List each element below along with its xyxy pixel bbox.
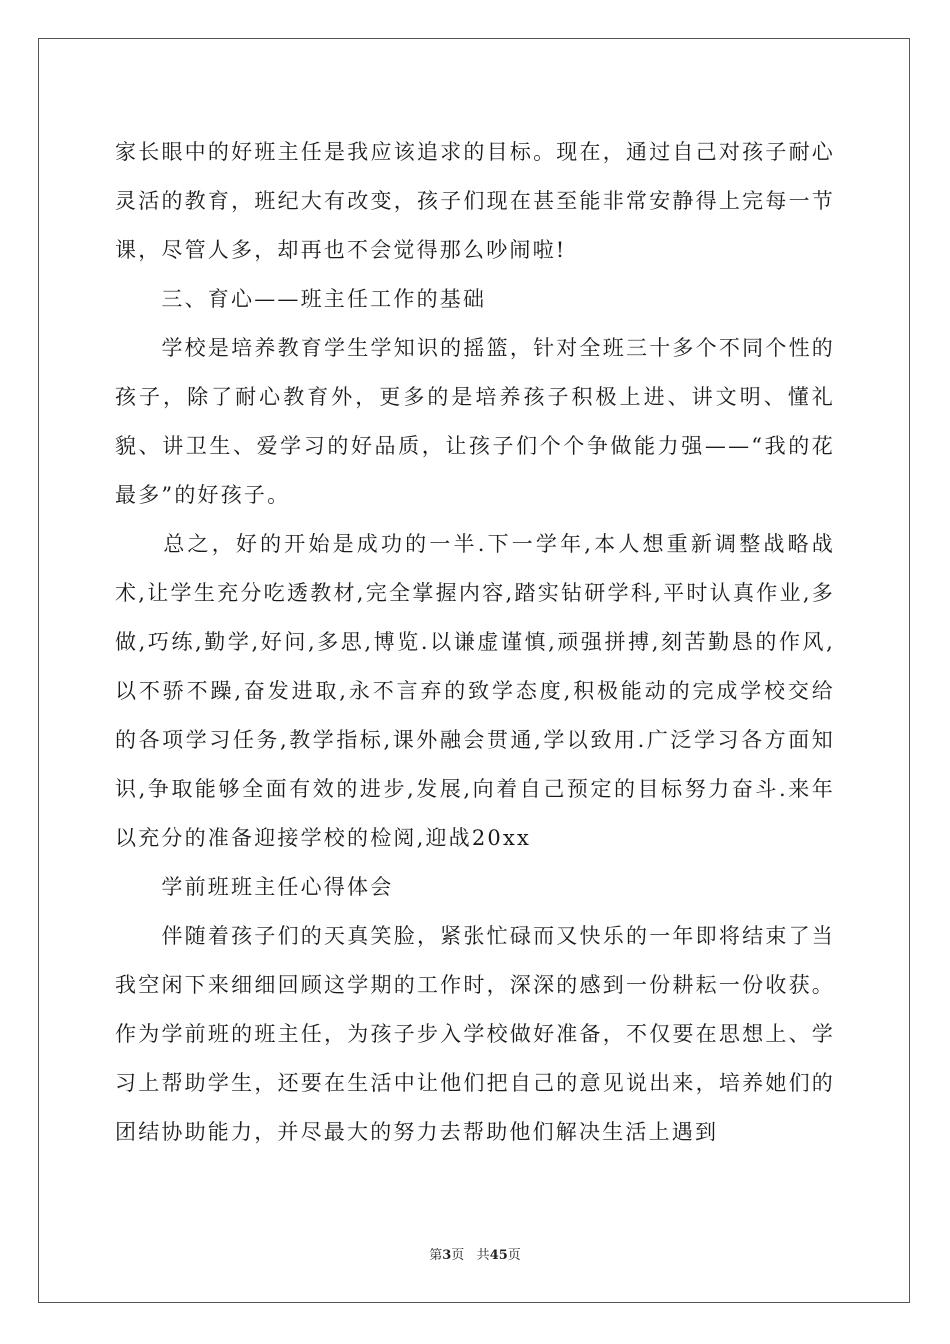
paragraph-6: 伴随着孩子们的天真笑脸，紧张忙碌而又快乐的一年即将结束了当我空闲下来细细回顾这学期的工作时，深深的感到一份耕耘一份收获。作为学前班的班主任，为孩子步入学校做好准备，不仅要在思想上、学习上帮助学生，还要在生活中让他们把自己的意见说出来，培养她们的团结协助能力，并尽最大的努力去帮助他们解决生活上遇到	[115, 924, 835, 1144]
paragraph-5-title: 学前班班主任心得体会	[115, 875, 394, 899]
total-suffix: 页	[507, 1248, 521, 1263]
paragraph-1: 家长眼中的好班主任是我应该追求的目标。现在，通过自己对孩子耐心灵活的教育，班纪大有改变，孩子们现在甚至能非常安静得上完每一节课，尽管人多，却再也不会觉得那么吵闹啦!	[115, 140, 835, 262]
document-body	[115, 128, 835, 1157]
total-prefix: 共	[476, 1248, 490, 1263]
page-suffix: 页	[451, 1248, 465, 1263]
paragraph-4: 总之，好的开始是成功的一半.下一学年,本人想重新调整战略战术,让学生充分吃透教材,完全掌握内容,踏实钻研学科,平时认真作业,多做,巧练,勤学,好问,多思,博览.以谦虚谨慎,顽强拼搏,刻苦勤恳的作风,以不骄不躁,奋发进取,永不言弃的致学态度,积极能动的完成学校交给的各项学习任务,教学指标,课外融会贯通,学以致用.广泛学习各方面知识,争取能够全面有效的进步,发展,向着自己预定的目标努力奋斗.来年以充分的准备迎接学校的检阅,迎战20xx	[115, 532, 835, 850]
current-page-number: 3	[442, 1248, 452, 1263]
page-prefix: 第	[429, 1248, 443, 1263]
page-footer	[0, 1247, 950, 1265]
paragraph-2-heading: 三、育心——班主任工作的基础	[115, 287, 487, 311]
total-pages-number: 45	[489, 1248, 508, 1263]
paragraph-3: 学校是培养教育学生学知识的摇篮，针对全班三十多个不同个性的孩子，除了耐心教育外，更多的是培养孩子积极上进、讲文明、懂礼貌、讲卫生、爱学习的好品质，让孩子们个个争做能力强——“我的花最多”的好孩子。	[115, 336, 835, 507]
